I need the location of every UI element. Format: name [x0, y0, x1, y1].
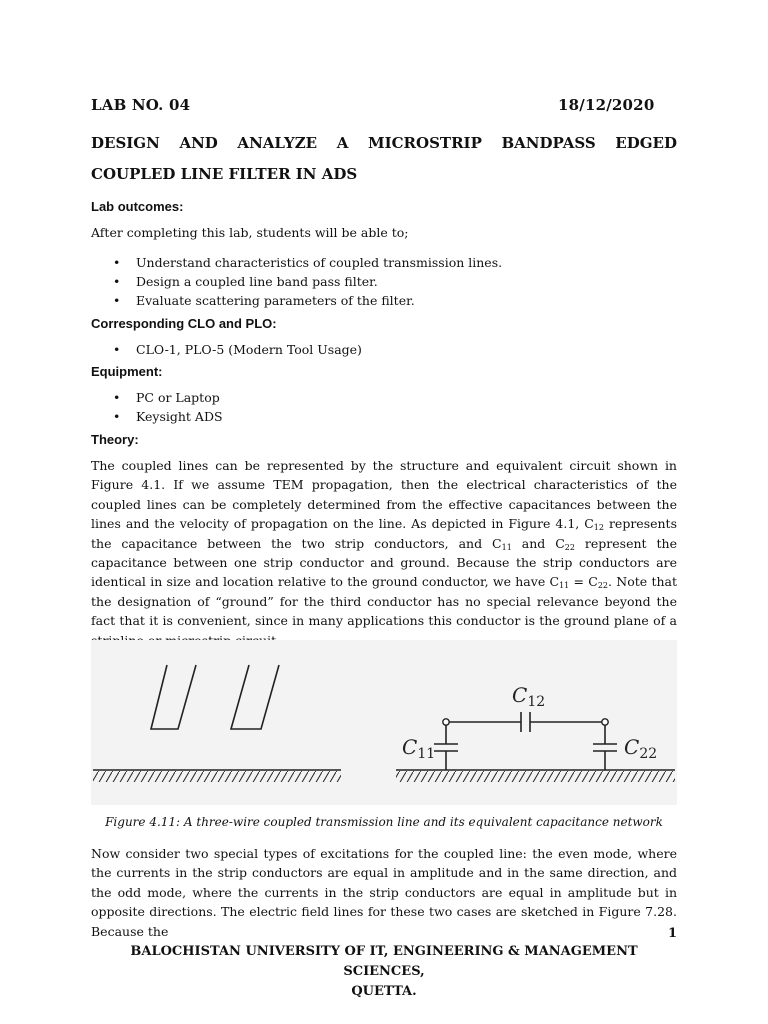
- label-c11: $C_{11}$: [402, 735, 436, 762]
- label-c12: $C_{12}$: [512, 683, 546, 710]
- equipment-heading: Equipment:: [91, 364, 163, 379]
- page-number: 1: [667, 926, 677, 941]
- lab-date: 18/12/2020: [558, 96, 655, 114]
- label-c22: $C_{22}$: [624, 735, 658, 762]
- footer-line2: QUETTA.: [351, 984, 417, 999]
- figure-caption: Figure 4.11: A three-wire coupled transmission line and its equivalent capacitance network: [105, 815, 663, 829]
- list-item: • Keysight ADS: [91, 407, 223, 426]
- theory-paragraph: The coupled lines can be represented by the structure and equivalent circuit shown in Figure 4.1. If we assume TEM propagation, then the electrical characteristics of the coupled lines can be completely determined from the effective capacitances between the lines and the velocity of propagation on the line. As depicted in Figure 4.1, $C_{12}$ represents the capacitance between the two strip conductors, and $C_{11}$ and $C_{22}$ represent the capacitance between one strip conductor and ground. Because the strip conductors are identical in size and location relative to the ground conductor, we have $C_{11} = C_{22}$. Note that the designation of “ground” for the third conductor has no special relevance beyond the fact that it is convenient, since in many applications this conductor is the ground plane of a: [91, 458, 677, 629]
- clo-plo-heading: Corresponding CLO and PLO:: [91, 316, 277, 331]
- modes-paragraph: Now consider two special types of excitations for the coupled line: the even mode, where the currents in the strip conductors are equal in amplitude and in the same direction, and the odd mode, where the currents in the strip conductors are equal in amplitude but in opposite directions. The electric field lines for these two cases are sketched in Figure 7.28. Because the: [91, 846, 677, 939]
- list-item: • Design a coupled line band pass filter.: [91, 272, 502, 291]
- equipment-list: [91, 388, 223, 426]
- theory-heading: Theory:: [91, 432, 139, 447]
- clo-plo-list: [91, 340, 362, 359]
- list-item: • CLO-1, PLO-5 (Modern Tool Usage): [91, 340, 362, 359]
- footer-university: [91, 942, 677, 1002]
- lab-number: LAB NO. 04: [91, 96, 191, 114]
- document-title-line1: DESIGN AND ANALYZE A MICROSTRIP BANDPASS EDGED: [91, 134, 677, 152]
- ground-plane-left: [93, 771, 341, 782]
- node-right: [602, 719, 608, 725]
- document-title-line2: COUPLED LINE FILTER IN ADS: [91, 165, 358, 183]
- footer-line1: BALOCHISTAN UNIVERSITY OF IT, ENGINEERING & MANAGEMENT SCIENCES,: [130, 944, 638, 979]
- list-item: • PC or Laptop: [91, 388, 223, 407]
- ground-plane-right: [396, 771, 675, 782]
- coupled-line-figure: [91, 640, 677, 805]
- lab-outcomes-heading: Lab outcomes:: [91, 199, 184, 214]
- node-left: [443, 719, 449, 725]
- lab-outcomes-list: [91, 253, 502, 310]
- list-item: • Evaluate scattering parameters of the filter.: [91, 291, 502, 310]
- lab-outcomes-intro: After completing this lab, students will be able to;: [91, 225, 409, 240]
- list-item: • Understand characteristics of coupled transmission lines.: [91, 253, 502, 272]
